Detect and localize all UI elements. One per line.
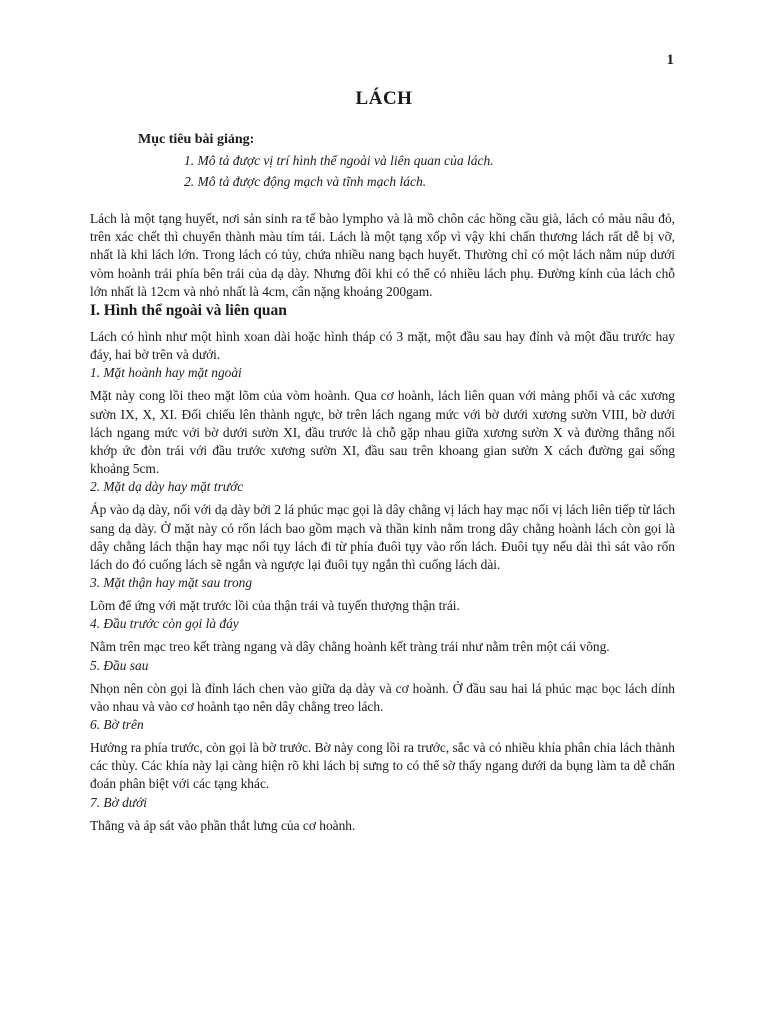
subsection-heading-2: 2. Mặt dạ dày hay mặt trước	[90, 479, 244, 495]
subsection-paragraph-1: Mặt này cong lồi theo mặt lõm của vòm hoành. Qua cơ hoành, lách liên quan với màng phổi và các xương sườn IX, X, XI. Đối chiếu lên thành ngực, bờ trên lách ngang mức với bờ dưới xương sườn VIII, bờ dưới lách ngang mức với bờ dưới sườn XI, đầu trước là chỗ gặp nhau giữa xương sườn X và đường thẳng nối khớp ức đòn trái với đầu trước xương sườn XI, đầu sau trên khoang gian sườn X cách đường gai sống khoảng 5cm.	[90, 388, 675, 477]
subsection-heading-7: 7. Bờ dưới	[90, 794, 147, 810]
subsection-heading-1: 1. Mặt hoành hay mặt ngoài	[90, 365, 242, 381]
page-number: 1	[666, 52, 674, 68]
intro-paragraph: Lách là một tạng huyết, nơi sản sinh ra tế bào lympho và là mồ chôn các hồng cầu già, lách có màu nâu đỏ, trên xác chết thì chuyển thành màu tím tái. Lách là một tạng xốp vì vậy khi chấn thương lách rất dễ bị vỡ, nhất là khi lách lớn. Trong lách có tủy, chứa nhiều nang bạch huyết. Thường chỉ có một lách nằm núp dưới vòm hoành trái phía bên trái của dạ dày. Nhưng đôi khi có thể có nhiều lách phụ. Đường kính của lách chỗ lớn nhất là 12cm và nhỏ nhất là 4cm, cân nặng khoảng 200gam.	[90, 211, 675, 299]
subsection-paragraph-3: Lõm để ứng với mặt trước lồi của thận trái và tuyến thượng thận trái.	[90, 598, 460, 614]
subsection-paragraph-6: Hướng ra phía trước, còn gọi là bờ trước. Bờ này cong lồi ra trước, sắc và có nhiều khía phân chia lách thành các thùy. Các khía này lại càng hiện rõ khi lách bị sưng to có thể sờ thấy ngang dưới da bụng làm ta dễ chẩn đoán phân biệt với các tạng khác.	[90, 740, 675, 792]
subsection-heading-4: 4. Đầu trước còn gọi là đáy	[90, 616, 239, 632]
page-title: LÁCH	[355, 88, 413, 109]
lecture-objectives	[138, 130, 658, 192]
subsection-heading-6: 6. Bờ trên	[90, 717, 144, 733]
section-heading: I. Hình thể ngoài và liên quan	[90, 302, 287, 320]
subsection-paragraph-4: Nằm trên mạc treo kết tràng ngang và dây chằng hoành kết tràng trái như nằm trên một cái võng.	[90, 639, 610, 655]
subsection-heading-5: 5. Đầu sau	[90, 657, 149, 673]
subsection-paragraph-5: Nhọn nên còn gọi là đỉnh lách chen vào giữa dạ dày và cơ hoành. Ở đầu sau hai lá phúc mạc bọc lách dính vào nhau và vào cơ hoành tạo nên dây chằng treo lách.	[90, 680, 675, 714]
objectives-heading: Mục tiêu bài giảng:	[138, 132, 255, 147]
subsection-paragraph-2: Áp vào dạ dày, nối với dạ dày bởi 2 lá phúc mạc gọi là dây chằng vị lách hay mạc nối vị lách liên tiếp từ lách sang dạ dày. Ở mặt này có rốn lách bao gồm mạch và thần kinh nằm trong dây chằng hoành lách còn gọi là dây chằng lách thận hay mạc nối tụy lách đi từ phía đuôi tụy vào rốn lách. Đuôi tụy nếu dài thì sát vào rốn lách do đó cuống lách sẽ ngắn và ngược lại đuôi tụy ngắn thì cuống lách dài.	[90, 502, 676, 573]
section-intro-paragraph: Lách có hình như một hình xoan dài hoặc hình tháp có 3 mặt, một đầu sau hay đỉnh và một đầu trước hay đáy, hai bờ trên và dưới.	[90, 329, 675, 363]
document-body	[90, 210, 675, 835]
subsection-heading-3: 3. Mặt thận hay mặt sau trong	[90, 575, 253, 591]
objective-list	[138, 150, 658, 192]
objective-item-2: 2. Mô tả được động mạch và tĩnh mạch lách.	[184, 174, 427, 189]
objective-item-1: 1. Mô tả được vị trí hình thể ngoài và liên quan của lách.	[184, 153, 494, 168]
subsection-paragraph-7: Thẳng và áp sát vào phần thắt lưng của cơ hoành.	[90, 817, 356, 833]
